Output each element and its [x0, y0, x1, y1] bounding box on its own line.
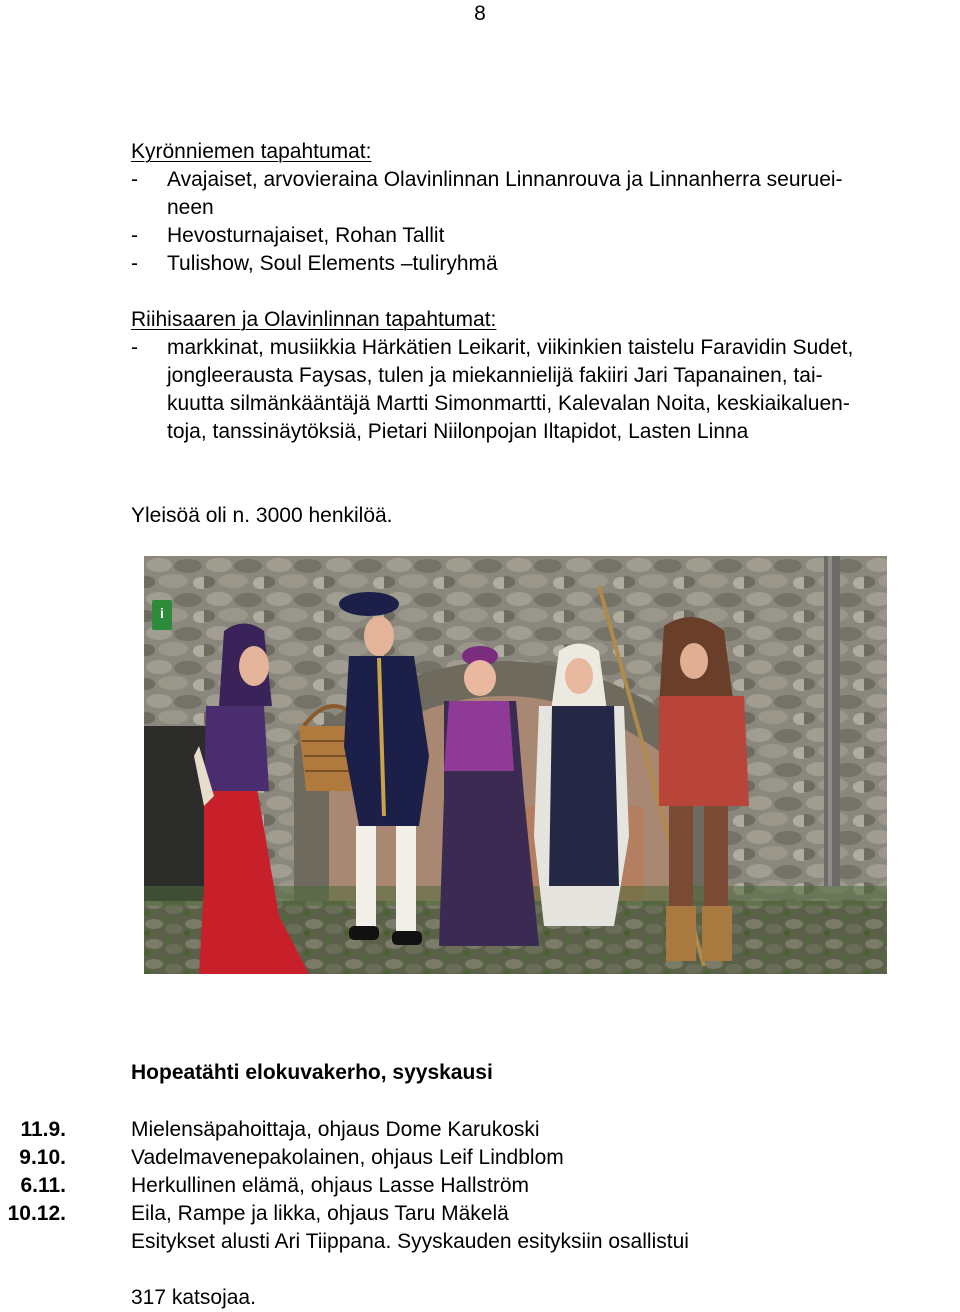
list-item-line: markkinat, musiikkia Härkätien Leikarit, viikinkien taistelu Faravidin Sudet,: [167, 336, 854, 359]
info-sign-glyph: i: [160, 605, 164, 621]
page-number: 8: [474, 2, 486, 25]
list-item-line: jongleerausta Faysas, tulen ja miekannielijä fakiiri Jari Tapanainen, tai-: [167, 364, 823, 387]
film-club-title: Hopeatähti elokuvakerho, syyskausi: [131, 1061, 493, 1084]
screening-date: 9.10.: [19, 1146, 66, 1169]
list-item-line: Hevosturnajaiset, Rohan Tallit: [167, 224, 445, 247]
riihisaari-heading: Riihisaaren ja Olavinlinnan tapahtumat:: [131, 308, 497, 331]
audience-count: Yleisöä oli n. 3000 henkilöä.: [131, 504, 393, 527]
event-photo: [144, 556, 887, 974]
list-item-line: toja, tanssinäytöksiä, Pietari Niilonpojan Iltapidot, Lasten Linna: [167, 420, 749, 443]
list-item-line: kuutta silmänkääntäjä Martti Simonmartti, Kalevalan Noita, keskiaikaluen-: [167, 392, 850, 415]
screening-date: 11.9.: [20, 1118, 66, 1141]
list-item-line: Tulishow, Soul Elements –tuliryhmä: [167, 252, 498, 275]
screening-title: Herkullinen elämä, ohjaus Lasse Hallström: [131, 1174, 530, 1197]
screening-title: Vadelmavenepakolainen, ohjaus Leif Lindblom: [131, 1146, 564, 1169]
screening-title: Eila, Rampe ja likka, ohjaus Taru Mäkelä: [131, 1202, 509, 1225]
screening-date: 10.12.: [7, 1202, 66, 1225]
kyronniemi-heading: Kyrönniemen tapahtumat:: [131, 140, 372, 163]
list-item-line: neen: [167, 196, 214, 219]
list-item-line: Avajaiset, arvovieraina Olavinlinnan Linnanrouva ja Linnanherra seuruei-: [167, 168, 843, 191]
screening-date: 6.11.: [20, 1174, 66, 1197]
film-club-attendance: 317 katsojaa.: [131, 1286, 256, 1309]
film-club-note: Esitykset alusti Ari Tiippana. Syyskauden esityksiin osallistui: [131, 1230, 689, 1253]
screening-title: Mielensäpahoittaja, ohjaus Dome Karukoski: [131, 1118, 540, 1141]
